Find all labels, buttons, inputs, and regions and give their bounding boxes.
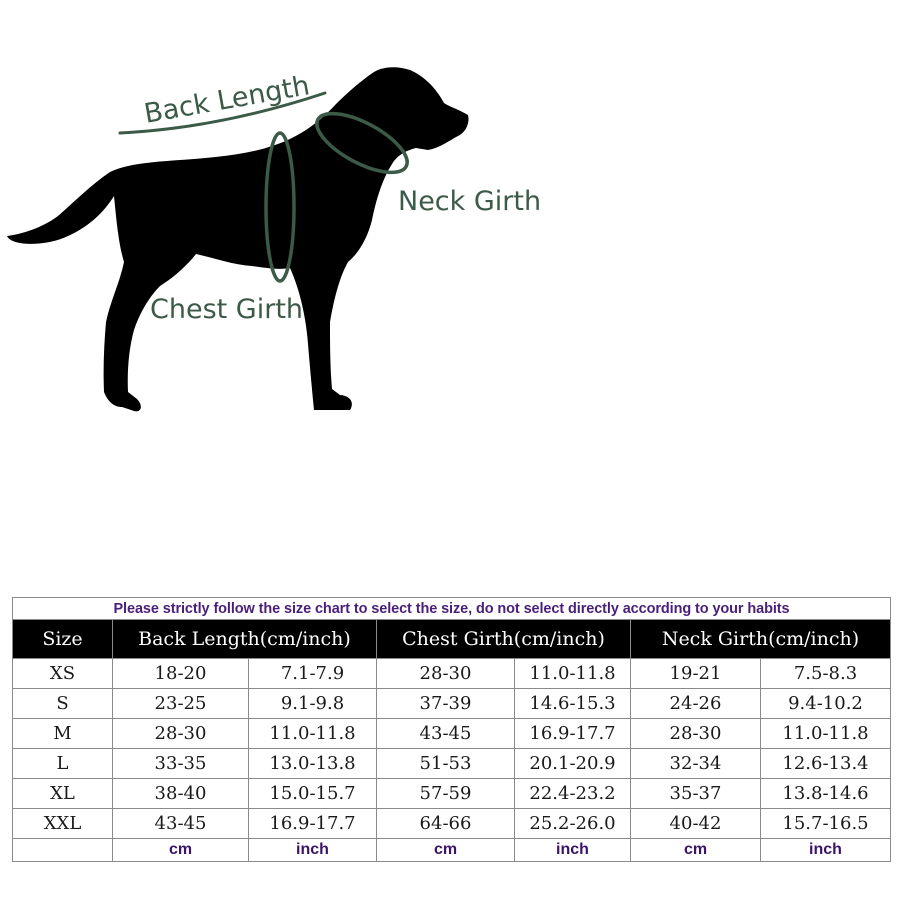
units-row xyxy=(13,839,891,862)
cell-neck-cm: 35-37 xyxy=(631,779,761,809)
cell-size: XXL xyxy=(13,809,113,839)
cell-back-cm: 23-25 xyxy=(113,689,249,719)
header-size: Size xyxy=(13,620,113,659)
cell-neck-inch: 7.5-8.3 xyxy=(761,659,891,689)
cell-chest-cm: 64-66 xyxy=(377,809,515,839)
dog-diagram-svg xyxy=(0,0,900,440)
cell-neck-cm: 24-26 xyxy=(631,689,761,719)
neck-girth-label: Neck Girth xyxy=(398,186,542,217)
cell-size: S xyxy=(13,689,113,719)
table-row xyxy=(13,779,891,809)
cell-chest-inch: 25.2-26.0 xyxy=(515,809,631,839)
cell-chest-inch: 11.0-11.8 xyxy=(515,659,631,689)
table-row xyxy=(13,809,891,839)
cell-back-inch: 11.0-11.8 xyxy=(249,719,377,749)
cell-neck-inch: 15.7-16.5 xyxy=(761,809,891,839)
cell-chest-inch: 14.6-15.3 xyxy=(515,689,631,719)
cell-chest-inch: 22.4-23.2 xyxy=(515,779,631,809)
cell-back-cm: 18-20 xyxy=(113,659,249,689)
size-chart-table xyxy=(12,597,891,862)
dog-measurement-diagram xyxy=(0,0,900,440)
table-row xyxy=(13,659,891,689)
cell-size: M xyxy=(13,719,113,749)
table-row xyxy=(13,689,891,719)
cell-back-cm: 33-35 xyxy=(113,749,249,779)
cell-chest-cm: 37-39 xyxy=(377,689,515,719)
cell-back-inch: 16.9-17.7 xyxy=(249,809,377,839)
cell-chest-inch: 20.1-20.9 xyxy=(515,749,631,779)
cell-chest-cm: 28-30 xyxy=(377,659,515,689)
header-chest-girth: Chest Girth(cm/inch) xyxy=(377,620,631,659)
cell-neck-cm: 28-30 xyxy=(631,719,761,749)
cell-chest-inch: 16.9-17.7 xyxy=(515,719,631,749)
size-chart-notice: Please strictly follow the size chart to select the size, do not select directly according to your habits xyxy=(13,598,891,620)
unit-cm: cm xyxy=(113,839,249,862)
unit-inch: inch xyxy=(761,839,891,862)
cell-neck-inch: 9.4-10.2 xyxy=(761,689,891,719)
cell-back-inch: 13.0-13.8 xyxy=(249,749,377,779)
cell-chest-cm: 43-45 xyxy=(377,719,515,749)
cell-neck-cm: 32-34 xyxy=(631,749,761,779)
cell-neck-inch: 11.0-11.8 xyxy=(761,719,891,749)
cell-size: XL xyxy=(13,779,113,809)
table-header-row xyxy=(13,620,891,659)
cell-back-cm: 28-30 xyxy=(113,719,249,749)
back-length-label: Back Length xyxy=(141,70,312,130)
table-row xyxy=(13,719,891,749)
cell-neck-inch: 12.6-13.4 xyxy=(761,749,891,779)
unit-cm: cm xyxy=(377,839,515,862)
header-neck-girth: Neck Girth(cm/inch) xyxy=(631,620,891,659)
cell-back-inch: 7.1-7.9 xyxy=(249,659,377,689)
cell-neck-inch: 13.8-14.6 xyxy=(761,779,891,809)
unit-inch: inch xyxy=(249,839,377,862)
cell-size: XS xyxy=(13,659,113,689)
cell-chest-cm: 51-53 xyxy=(377,749,515,779)
unit-inch: inch xyxy=(515,839,631,862)
unit-cm: cm xyxy=(631,839,761,862)
cell-back-cm: 43-45 xyxy=(113,809,249,839)
table-row xyxy=(13,749,891,779)
cell-back-cm: 38-40 xyxy=(113,779,249,809)
chest-girth-label: Chest Girth xyxy=(150,294,304,325)
unit-blank xyxy=(13,839,113,862)
cell-back-inch: 9.1-9.8 xyxy=(249,689,377,719)
cell-neck-cm: 19-21 xyxy=(631,659,761,689)
cell-chest-cm: 57-59 xyxy=(377,779,515,809)
header-back-length: Back Length(cm/inch) xyxy=(113,620,377,659)
cell-size: L xyxy=(13,749,113,779)
cell-back-inch: 15.0-15.7 xyxy=(249,779,377,809)
dog-silhouette xyxy=(7,67,469,411)
cell-neck-cm: 40-42 xyxy=(631,809,761,839)
